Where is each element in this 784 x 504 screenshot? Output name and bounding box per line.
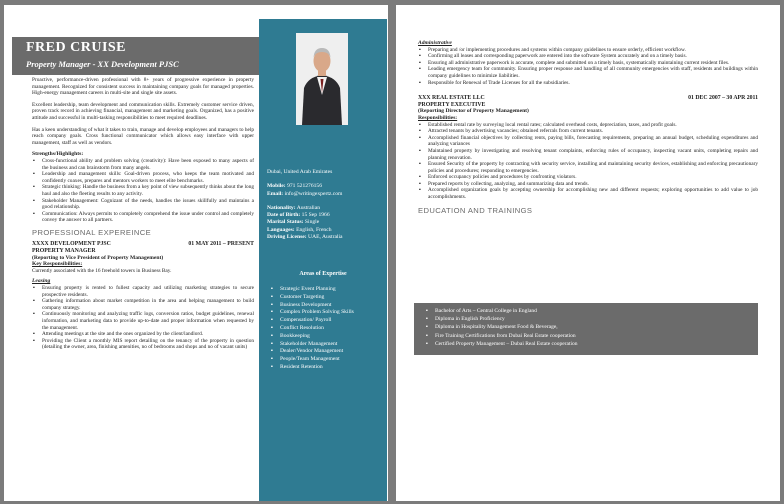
profile-photo — [296, 33, 348, 125]
strengths-list — [32, 158, 254, 224]
area-item: ▪ Complex Problem Solving Skills — [271, 309, 383, 317]
job1-header — [32, 241, 254, 248]
nationality-value: Australian — [296, 204, 320, 211]
summary-paragraph: Proactive, performance-driven professional with 8+ years of progressive experience in property management. Recognized for consistent success in maintaining company goals for managed properties. High-energy management careers in multi-site and single site assets. — [32, 77, 254, 97]
dob-label: Date of Birth: — [267, 212, 301, 219]
area-item: ▪ Bookkeeping — [271, 333, 383, 341]
candidate-name: FRED CRUISE — [26, 40, 127, 55]
contact-info — [267, 169, 383, 241]
areas-heading: Areas of Expertise — [299, 271, 347, 277]
job2-dates: 01 DEC 2007 – 30 APR 2011 — [688, 95, 758, 102]
job2-list — [418, 122, 758, 201]
job1-position: PROPERTY MANAGER — [32, 248, 96, 255]
education-heading: EDUCATION AND TRAININGS — [418, 205, 533, 215]
leasing-item: ▪ Continuously monitoring and analyzing traffic logs, conversion ratios, budget guidelines, renewal information, and marketing data to provide up-to-date and proper information when requested by the management. — [32, 311, 254, 331]
strength-item: ▪ Strategic thinking: Handle the business from a key point of view subsequently thinks about the long haul and also the fleeting results to any activity. — [32, 184, 254, 197]
job1-intro: Currently associated with the 16 freehold towers in Business Bay. — [32, 267, 172, 274]
email-link[interactable]: info@writingexpertz.com — [284, 190, 343, 197]
languages-value: English, French — [296, 226, 332, 233]
job2-item: ▪ Prepared reports by collecting, analyzing, and summarizing data and trends. — [418, 181, 758, 188]
education-item: ▪ Diploma in English Proficiency — [426, 315, 578, 323]
job2-header — [418, 95, 758, 102]
license-value: UAE, Australia — [308, 234, 343, 241]
leasing-item: ▪ Providing the Client a monthly MIS report detailing on the tenancy of the property in question (detailing the owner, area, finishing amenities, no of bedrooms and shops and no of vacant units) — [32, 338, 254, 351]
admin-item: ▪ Confirming all leases and corresponding paperwork are entered into the software System accurately and on a timely basis. — [418, 53, 758, 60]
leasing-item: ▪ Ensuring property is rented to fullest capacity and utilizing marketing strategies to secure prospective residents. — [32, 285, 254, 298]
education-item: ▪ Bachelor of Arts – Central College in England — [426, 307, 578, 315]
education-list — [426, 307, 578, 348]
experience-heading: PROFESSIONAL EXPEREINCE — [32, 227, 152, 237]
area-item: ▪ Stakeholder Management — [271, 341, 383, 349]
area-item: ▪ Business Development — [271, 302, 383, 310]
location: Dubai, United Arab Emirates — [267, 169, 333, 175]
job2-item: ▪ Attracted tenants by advertising vacancies; obtained referrals from current tenants. — [418, 128, 758, 135]
resume-page-1 — [4, 5, 388, 501]
mobile-value: 971 521276156 — [287, 183, 323, 190]
strength-item: ▪ Leadership and management skills: Goal-driven process, who keeps the team motivated and confidently coaxes, prepares and mentors workers to meet elite benchmarks. — [32, 171, 254, 184]
admin-item: ▪ Ensuring all administrative paperwork is accurate, complete and submitted on a timely basis, systematically maintaining current resident files. — [418, 60, 758, 67]
job2-reporting: (Reporting Director of Property Management) — [418, 108, 529, 115]
candidate-title: Property Manager - XX Development PJSC — [26, 59, 179, 69]
job2-resp-heading: Responsibilities: — [418, 114, 458, 121]
education-item: ▪ Diploma in Hospitality Management Food & Beverage, — [426, 323, 578, 331]
leasing-heading: Leasing — [32, 278, 51, 285]
education-bar — [414, 303, 758, 355]
area-item: ▪ Dealer/Vendor Management — [271, 348, 383, 356]
sidebar — [259, 19, 387, 501]
marital-value: Single — [304, 219, 320, 226]
areas-list — [271, 286, 383, 372]
job1-dates: 01 MAY 2011 – PRESENT — [188, 241, 254, 248]
job2-position: PROPERTY EXECUTIVE — [418, 101, 486, 108]
nationality-label: Nationality: — [267, 204, 296, 211]
leasing-item: ▪ Attending meetings at the site and the ones organized by the client/landlord. — [32, 331, 254, 338]
resume-page-2 — [396, 5, 780, 501]
job1-company: XXXX DEVELOPMENT PJSC — [32, 241, 111, 248]
education-item: ▪ Certified Property Management – Dubai Real Estate cooperation — [426, 340, 578, 348]
name-banner — [12, 37, 288, 75]
job2-item: ▪ Accomplished organization goals by accepting ownership for accomplishing new and different requests; exploring opportunities to add value to job accomplishments. — [418, 187, 758, 200]
mobile-label: Mobile: — [267, 183, 286, 190]
job2-item: ▪ Maintained property by investigating and resolving tenant complaints, enforcing rules of occupancy, inspecting vacant units, completing repairs and planning renovation. — [418, 148, 758, 161]
area-item: ▪ Conflict Resolution — [271, 325, 383, 333]
marital-label: Marital Status: — [267, 219, 304, 226]
leasing-list — [32, 285, 254, 351]
area-item: ▪ Compensation/ Payroll — [271, 317, 383, 325]
job1-reporting: (Reporting to Vice President of Property Management) — [32, 254, 164, 261]
summary-paragraph: Has a keen understanding of what it takes to train, manage and develop employees and managers to help reach company goals. Cross functional communicator which allows easy interface with upper management, staff as well as vendors. — [32, 126, 254, 146]
strengths-heading: Strengths/Highlights: — [32, 151, 84, 158]
job2-item: ▪ Accomplished financial objectives by collecting rents, paying bills, forecasting requirements, preparing an annual budget, scheduling expenditures and analyzing variances — [418, 135, 758, 148]
admin-list — [418, 47, 758, 87]
admin-item: ▪ Leading emergency team for community. Ensuring proper response and handling of all community emergencies with staff, residents and buildings within company guidelines to minimize liabilities. — [418, 66, 758, 79]
summary-paragraph: Excellent leadership, team development and communication skills. Extremely customer service driven, proven track record in achieving financial, management and marketing goals. Organized, has a positive attitude and successful in multi-tasking responsibilities to meet required deadlines. — [32, 101, 254, 121]
admin-heading: Administrative — [418, 40, 452, 46]
admin-item: ▪ Preparing and /or implementing procedures and systems within company guidelines to ensure orderly, efficient workflow. — [418, 47, 758, 54]
job2-item: ▪ Ensured Security of the property by contracting with security service, installing and maintaining security devices, establishing and enforcing precautionary policies and procedures; responding to emergencies. — [418, 161, 758, 174]
dob-value: 15 Sep 1966 — [301, 212, 330, 219]
strength-item: ▪ Stakeholder Management: Cognizant of the needs, handles the issues skillfully and maintains a good relationship. — [32, 198, 254, 211]
leasing-item: ▪ Gathering information about market competition in the area and helping management to build company strategy. — [32, 298, 254, 311]
strength-item: ▪ Cross-functional ability and problem solving (creativity): Have been exposed to many aspects of the business and can brainstorm from many angels. — [32, 158, 254, 171]
job1-key-resp-heading: Key Responsibilities: — [32, 261, 83, 268]
languages-label: Languages: — [267, 226, 295, 233]
area-item: ▪ Strategic Event Planning — [271, 286, 383, 294]
email-label: Email: — [267, 190, 284, 197]
job2-item: ▪ Established rental rate by surveying local rental rates; calculated overhead costs, depreciation, taxes, and profit goals. — [418, 122, 758, 129]
area-item: ▪ People/Team Management — [271, 356, 383, 364]
license-label: Driving License: — [267, 234, 307, 241]
strength-item: ▪ Communication: Always permits to completely comprehend the issue under control and completely convey the answer to all partners. — [32, 211, 254, 224]
education-item: ▪ Fire Training Certifications from Dubai Real Estate cooperation — [426, 332, 578, 340]
page2-column — [418, 40, 758, 219]
job2-company: XXX REAL ESTATE LLC — [418, 95, 485, 102]
admin-item: ▪ Responsible for Renewal of Trade Licenses for all the subsidiaries. — [418, 80, 758, 87]
job2-item: ▪ Enforced occupancy policies and procedures by confronting violators. — [418, 174, 758, 181]
main-column — [32, 77, 254, 351]
area-item: ▪ Resident Retention — [271, 364, 383, 372]
area-item: ▪ Customer Targeting — [271, 294, 383, 302]
